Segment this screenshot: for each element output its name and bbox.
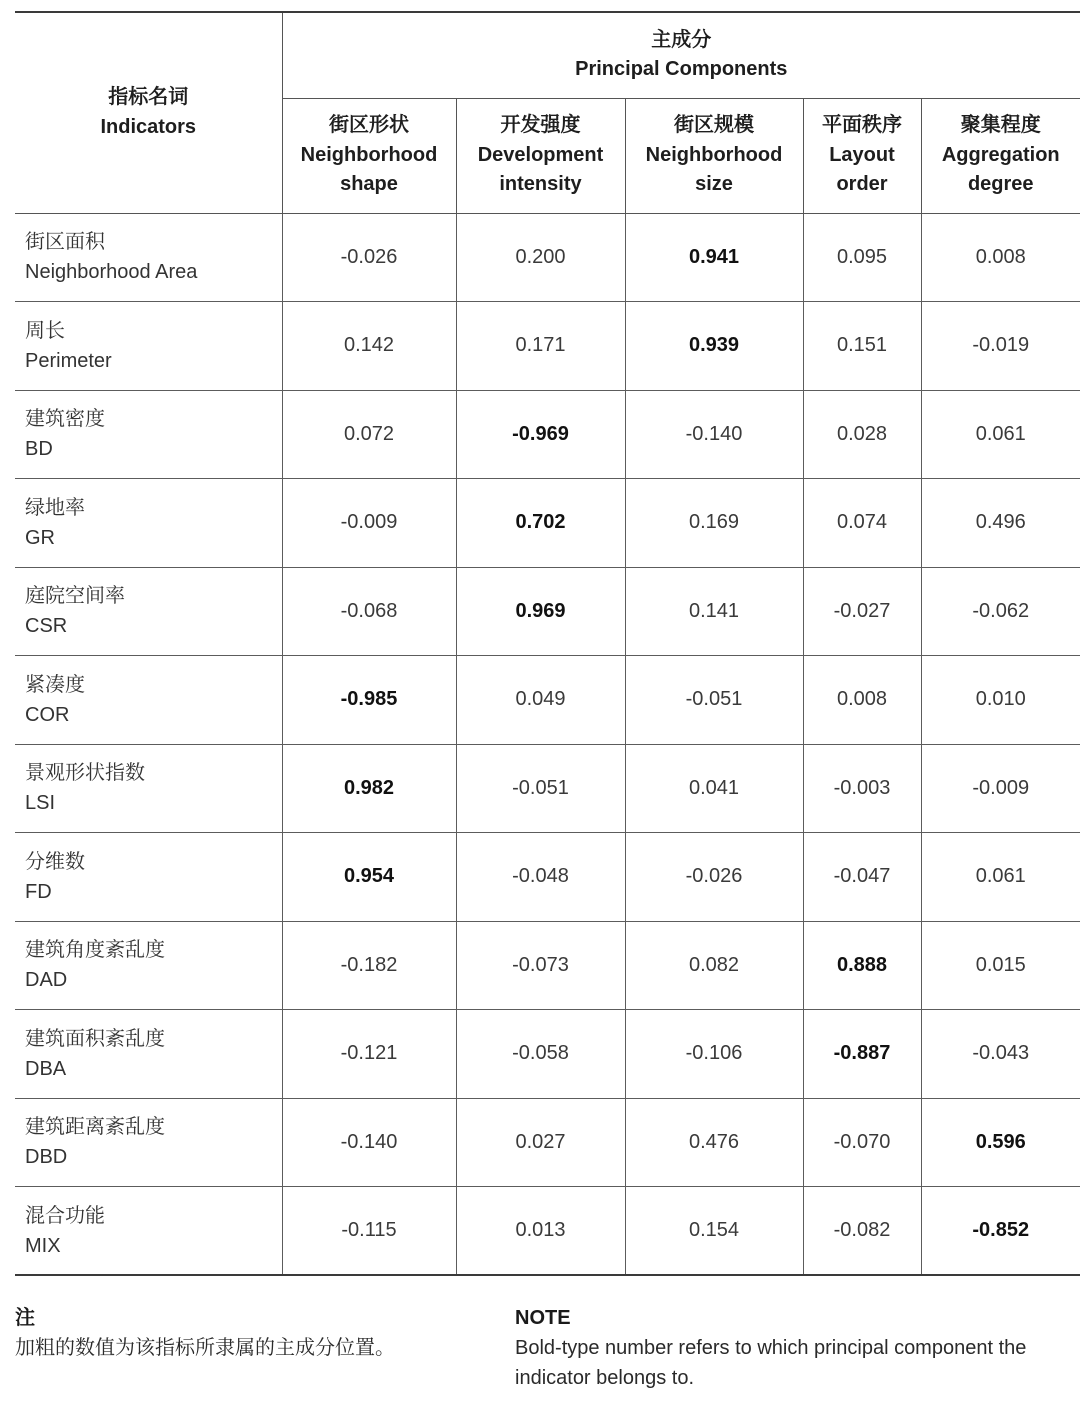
loading-value: 0.015	[921, 921, 1080, 1010]
loading-value: -0.009	[921, 744, 1080, 833]
component-header-zh: 平面秩序	[822, 114, 902, 137]
indicator-label	[15, 1187, 282, 1276]
indicator-label	[15, 390, 282, 479]
loading-value: 0.082	[625, 921, 803, 1010]
indicator-name-en: GR	[25, 526, 55, 549]
loading-value: -0.070	[803, 1098, 921, 1187]
loading-value: -0.121	[282, 1010, 456, 1099]
loading-value: 0.095	[803, 213, 921, 302]
note-en-title: NOTE	[515, 1307, 571, 1329]
loading-value: 0.154	[625, 1187, 803, 1276]
indicator-name-en: LSI	[25, 792, 56, 815]
table-row	[15, 213, 1080, 302]
indicators-header-en: Indicators	[100, 115, 197, 138]
loading-value: -0.852	[921, 1187, 1080, 1276]
indicator-label	[15, 656, 282, 745]
loading-value: -0.082	[803, 1187, 921, 1276]
indicator-name-en: CSR	[25, 615, 68, 638]
loading-value: 0.969	[456, 567, 625, 656]
loading-value: 0.013	[456, 1187, 625, 1276]
loading-value: 0.169	[625, 479, 803, 568]
indicator-label	[15, 921, 282, 1010]
loading-value: 0.142	[282, 302, 456, 391]
loading-value: 0.061	[921, 390, 1080, 479]
loading-value: 0.141	[625, 567, 803, 656]
loading-value: 0.151	[803, 302, 921, 391]
loading-value: -0.062	[921, 567, 1080, 656]
indicator-name-en: MIX	[25, 1234, 61, 1257]
table-row	[15, 1187, 1080, 1276]
note-en	[515, 1303, 1060, 1393]
loading-value: 0.027	[456, 1098, 625, 1187]
indicator-name-en: BD	[25, 438, 53, 461]
loading-value: 0.982	[282, 744, 456, 833]
loading-value: 0.596	[921, 1098, 1080, 1187]
loading-value: 0.074	[803, 479, 921, 568]
indicator-name-en: Perimeter	[25, 349, 112, 372]
loading-value: -0.068	[282, 567, 456, 656]
loading-value: -0.115	[282, 1187, 456, 1276]
loading-value: -0.058	[456, 1010, 625, 1099]
loading-value: 0.010	[921, 656, 1080, 745]
table-body	[15, 213, 1080, 1275]
indicator-label	[15, 479, 282, 568]
loading-value: -0.985	[282, 656, 456, 745]
indicator-name-en: DBA	[25, 1057, 67, 1080]
loading-value: 0.041	[625, 744, 803, 833]
loading-value: 0.072	[282, 390, 456, 479]
table-row	[15, 567, 1080, 656]
loading-value: 0.008	[921, 213, 1080, 302]
loading-value: -0.073	[456, 921, 625, 1010]
loading-value: 0.061	[921, 833, 1080, 922]
loadings-table	[15, 11, 1080, 1276]
note-en-text: Bold-type number refers to which principal component the indicator belongs to.	[515, 1337, 1027, 1389]
component-header-en: Neighborhood size	[645, 143, 783, 196]
loading-value: 0.200	[456, 213, 625, 302]
indicators-header	[15, 12, 282, 213]
loading-value: -0.182	[282, 921, 456, 1010]
loading-value: -0.043	[921, 1010, 1080, 1099]
loading-value: -0.003	[803, 744, 921, 833]
component-header-zh: 街区规模	[674, 114, 754, 137]
table-row	[15, 921, 1080, 1010]
loading-value: -0.027	[803, 567, 921, 656]
component-header-en: Development intensity	[477, 143, 604, 196]
loading-value: 0.008	[803, 656, 921, 745]
loading-value: -0.051	[625, 656, 803, 745]
loading-value: -0.026	[282, 213, 456, 302]
indicator-name-zh: 分维数	[25, 850, 85, 873]
loading-value: 0.702	[456, 479, 625, 568]
loading-value: -0.140	[282, 1098, 456, 1187]
note-zh-text: 加粗的数值为该指标所隶属的主成分位置。	[15, 1337, 395, 1359]
note-zh	[15, 1303, 495, 1363]
loading-value: 0.496	[921, 479, 1080, 568]
loading-value: -0.026	[625, 833, 803, 922]
loading-value: 0.888	[803, 921, 921, 1010]
loading-value: -0.019	[921, 302, 1080, 391]
component-header-en: Layout order	[829, 143, 895, 196]
loading-value: -0.051	[456, 744, 625, 833]
indicator-name-zh: 建筑距离紊乱度	[25, 1116, 165, 1139]
table-row	[15, 656, 1080, 745]
indicator-name-zh: 混合功能	[25, 1204, 105, 1227]
indicator-name-en: COR	[25, 703, 70, 726]
header-row-top	[15, 12, 1080, 98]
components-header-en: Principal Components	[575, 58, 788, 81]
component-header	[803, 98, 921, 213]
component-header	[456, 98, 625, 213]
loading-value: 0.171	[456, 302, 625, 391]
loading-value: 0.476	[625, 1098, 803, 1187]
indicator-label	[15, 213, 282, 302]
component-header-zh: 聚集程度	[960, 114, 1041, 137]
indicator-name-zh: 建筑角度紊乱度	[25, 939, 165, 962]
indicator-name-zh: 建筑密度	[25, 408, 105, 431]
components-header	[282, 12, 1080, 98]
loading-value: 0.049	[456, 656, 625, 745]
indicator-name-en: DAD	[25, 969, 68, 992]
indicator-label	[15, 744, 282, 833]
loading-value: 0.028	[803, 390, 921, 479]
indicator-name-en: Neighborhood Area	[25, 261, 198, 284]
component-header-en: Aggregation degree	[941, 143, 1060, 196]
indicator-name-en: FD	[25, 880, 52, 903]
loading-value: -0.009	[282, 479, 456, 568]
component-header	[282, 98, 456, 213]
component-header-zh: 街区形状	[329, 114, 409, 137]
loadings-table-container	[15, 11, 1080, 1276]
table-row	[15, 1010, 1080, 1099]
table-row	[15, 479, 1080, 568]
loading-value: -0.887	[803, 1010, 921, 1099]
loading-value: -0.969	[456, 390, 625, 479]
indicator-label	[15, 833, 282, 922]
loading-value: 0.939	[625, 302, 803, 391]
indicator-name-zh: 庭院空间率	[25, 585, 125, 608]
table-row	[15, 744, 1080, 833]
loading-value: -0.047	[803, 833, 921, 922]
loading-value: 0.941	[625, 213, 803, 302]
indicator-label	[15, 567, 282, 656]
note-zh-title: 注	[15, 1307, 35, 1329]
component-header	[625, 98, 803, 213]
table-row	[15, 390, 1080, 479]
component-header-zh: 开发强度	[500, 114, 581, 137]
table-row	[15, 1098, 1080, 1187]
indicator-label	[15, 1098, 282, 1187]
table-row	[15, 302, 1080, 391]
components-header-zh: 主成分	[651, 28, 712, 51]
indicators-header-zh: 指标名词	[108, 86, 189, 109]
loading-value: 0.954	[282, 833, 456, 922]
loading-value: -0.048	[456, 833, 625, 922]
indicator-name-zh: 建筑面积紊乱度	[25, 1027, 165, 1050]
indicator-label	[15, 302, 282, 391]
indicator-name-en: DBD	[25, 1146, 68, 1169]
indicator-name-zh: 周长	[25, 319, 65, 342]
component-header	[921, 98, 1080, 213]
indicator-name-zh: 绿地率	[25, 496, 85, 519]
loading-value: -0.140	[625, 390, 803, 479]
table-row	[15, 833, 1080, 922]
loading-value: -0.106	[625, 1010, 803, 1099]
indicator-name-zh: 紧凑度	[25, 673, 85, 696]
indicator-name-zh: 景观形状指数	[25, 762, 145, 785]
indicator-name-zh: 街区面积	[25, 231, 105, 254]
indicator-label	[15, 1010, 282, 1099]
component-header-en: Neighborhood shape	[300, 143, 438, 196]
